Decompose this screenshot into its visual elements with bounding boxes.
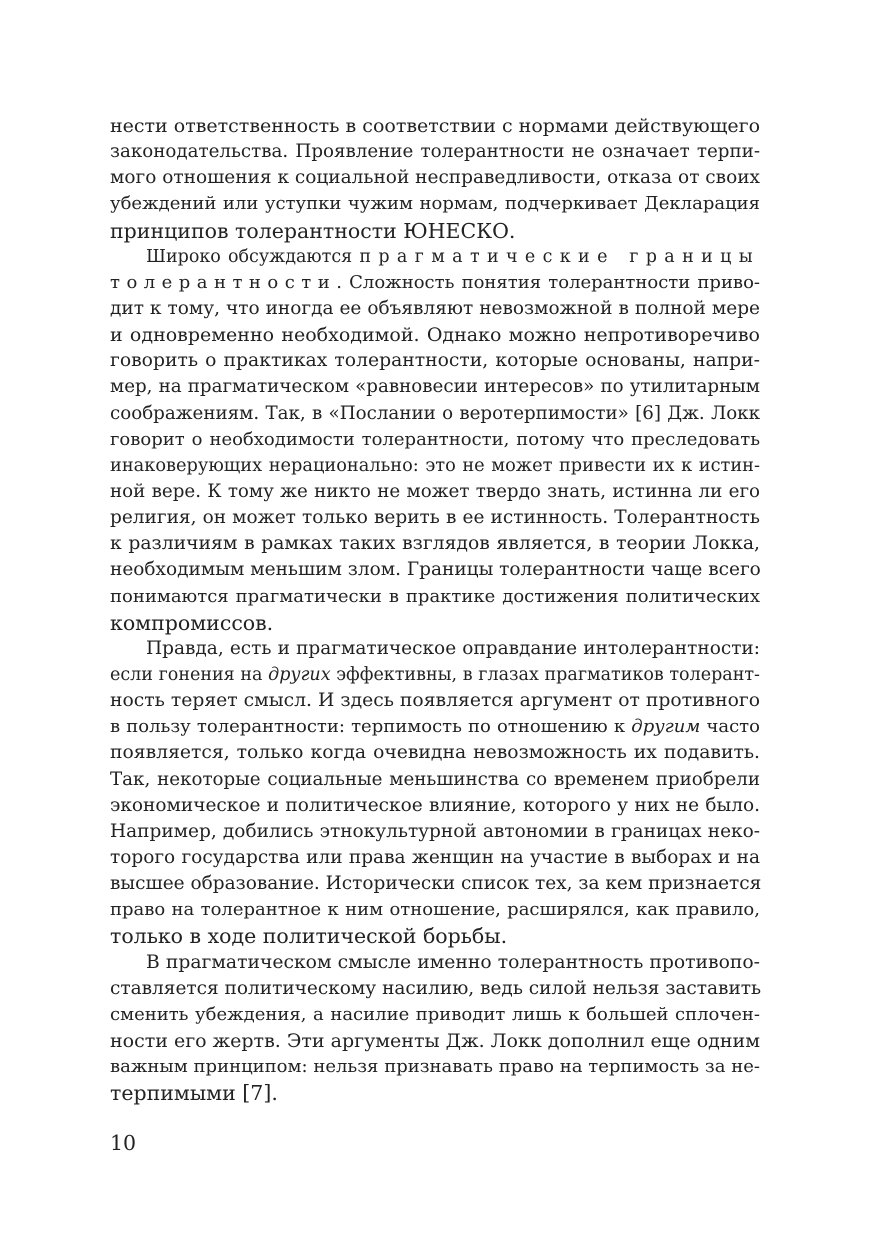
text-run: в пользу толерантности: терпимость по отношению к <box>110 716 626 738</box>
page-number: 10 <box>110 1131 137 1155</box>
text-line: компромиссов. <box>110 610 274 635</box>
text-line: убеждений или уступки чужим нормам, подчеркивает Декларация <box>110 193 760 215</box>
text-line: законодательства. Проявление толерантности не означает терпи- <box>110 141 760 163</box>
text-line: сменить убеждения, а насилие приводит лишь к большей сплочен- <box>110 1003 760 1025</box>
text-line: В прагматическом смысле именно толерантность противопо- <box>146 951 760 973</box>
text-line: ной вере. К тому же никто не может твердо знать, истинна ли его <box>110 480 760 502</box>
page-body <box>110 113 760 1106</box>
text-line: Так, некоторые социальные меньшинства со временем приобрели <box>110 768 760 790</box>
spaced-emphasis: толерантности <box>110 271 337 293</box>
text-line: только в ходе политической борьбы. <box>110 924 508 949</box>
text-line: понимаются прагматически в практике достижения политических <box>110 585 760 607</box>
text-line: нести ответственность в соответствии с нормами действующего <box>110 115 761 137</box>
text-line: соображениям. Так, в «Послании о веротерпимости» [6] Дж. Локк <box>110 402 760 424</box>
text-line <box>110 662 760 688</box>
italic-emphasis: других <box>268 664 331 685</box>
text-line: терпимыми [7]. <box>110 1081 278 1106</box>
text-line: высшее образование. Исторически список тех, за кем признается <box>110 873 762 895</box>
text-line: ности его жертв. Эти аргументы Дж. Локк дополнил еще одним <box>110 1029 760 1052</box>
text-line: мер, на прагматическом «равновесии интересов» по утилитарным <box>110 376 760 398</box>
text-line: появляется, только когда очевидна невозможность их подавить. <box>110 742 760 764</box>
text-run: если гонения на <box>110 664 263 685</box>
text-run: Широко обсуждаются <box>146 246 353 267</box>
text-line: ставляется политическому насилию, ведь силой нельзя заставить <box>110 977 762 999</box>
text-line: Правда, есть и прагматическое оправдание интолерантности: <box>146 637 760 659</box>
text-run: . Сложность понятия толерантности приво- <box>336 271 760 293</box>
text-line: дит к тому, что иногда ее объявляют невозможной в полной мере <box>110 297 760 319</box>
text-line: принципов толерантности ЮНЕСКО. <box>110 218 516 243</box>
text-line: важным принципом: нельзя признавать право на терпимость за не- <box>110 1056 760 1078</box>
text-line <box>110 270 760 296</box>
text-line <box>110 714 760 740</box>
text-line: мого отношения к социальной несправедливости, отказа от своих <box>110 167 760 189</box>
text-line: к различиям в рамках таких взглядов является, в теории Локка, <box>110 533 760 555</box>
text-line: и одновременно необходимой. Однако можно непротиворечиво <box>110 324 760 347</box>
italic-emphasis: другим <box>631 716 701 738</box>
text-line: говорит о необходимости толерантности, потому что преследовать <box>110 428 760 450</box>
text-line <box>110 244 760 270</box>
text-line: торого государства или права женщин на участие в выборах и на <box>110 846 760 868</box>
text-line: ность теряет смысл. И здесь появляется аргумент от противного <box>110 690 760 712</box>
text-run: эффективны, в глазах прагматиков толерант- <box>336 664 760 685</box>
spaced-emphasis: прагматические границы <box>359 246 760 267</box>
text-line: необходимым меньшим злом. Границы толерантности чаще всего <box>110 559 761 581</box>
text-line: право на толерантное к ним отношение, расширялся, как правило, <box>110 899 760 921</box>
text-run: часто <box>706 716 760 738</box>
text-line: инаковерующих нерационально: это не может привести их к истин- <box>110 455 760 476</box>
text-line: говорить о практиках толерантности, которые основаны, напри- <box>110 350 760 372</box>
text-line: Например, добились этнокультурной автономии в границах неко- <box>110 820 760 842</box>
text-line: религия, он может только верить в ее истинность. Толерантность <box>110 507 760 529</box>
text-line: экономическое и политическое влияние, которого у них не было. <box>110 794 760 816</box>
